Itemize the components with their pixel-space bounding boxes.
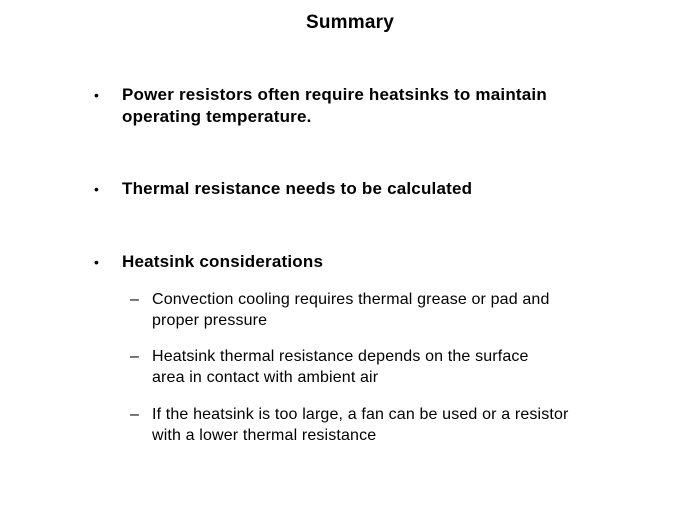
sub-bullet-text: If the heatsink is too large, a fan can be used or a resistor with a lower thermal resistance: [152, 406, 569, 444]
bullet-item: [94, 178, 564, 200]
sub-bullet-marker: –: [130, 348, 139, 365]
sub-bullet-item: [130, 289, 550, 331]
sub-bullet-text: Heatsink thermal resistance depends on the surface area in contact with ambient air: [152, 348, 529, 386]
sub-bullet-text: Convection cooling requires thermal grease or pad and proper pressure: [152, 291, 550, 329]
bullet-item: [94, 84, 564, 128]
sub-bullet-item: [130, 404, 580, 446]
bullet-text: Heatsink considerations: [122, 252, 324, 271]
sub-bullet-item: [130, 346, 550, 388]
sub-bullet-marker: –: [130, 406, 139, 423]
bullet-marker: •: [94, 181, 99, 197]
bullet-text: Thermal resistance needs to be calculated: [122, 179, 473, 198]
bullet-text: Power resistors often require heatsinks to maintain operating temperature.: [122, 85, 547, 126]
slide-title: Summary: [306, 12, 394, 33]
bullet-item: [94, 251, 564, 273]
bullet-marker: •: [94, 254, 99, 270]
sub-bullet-marker: –: [130, 291, 139, 308]
bullet-marker: •: [94, 87, 99, 103]
